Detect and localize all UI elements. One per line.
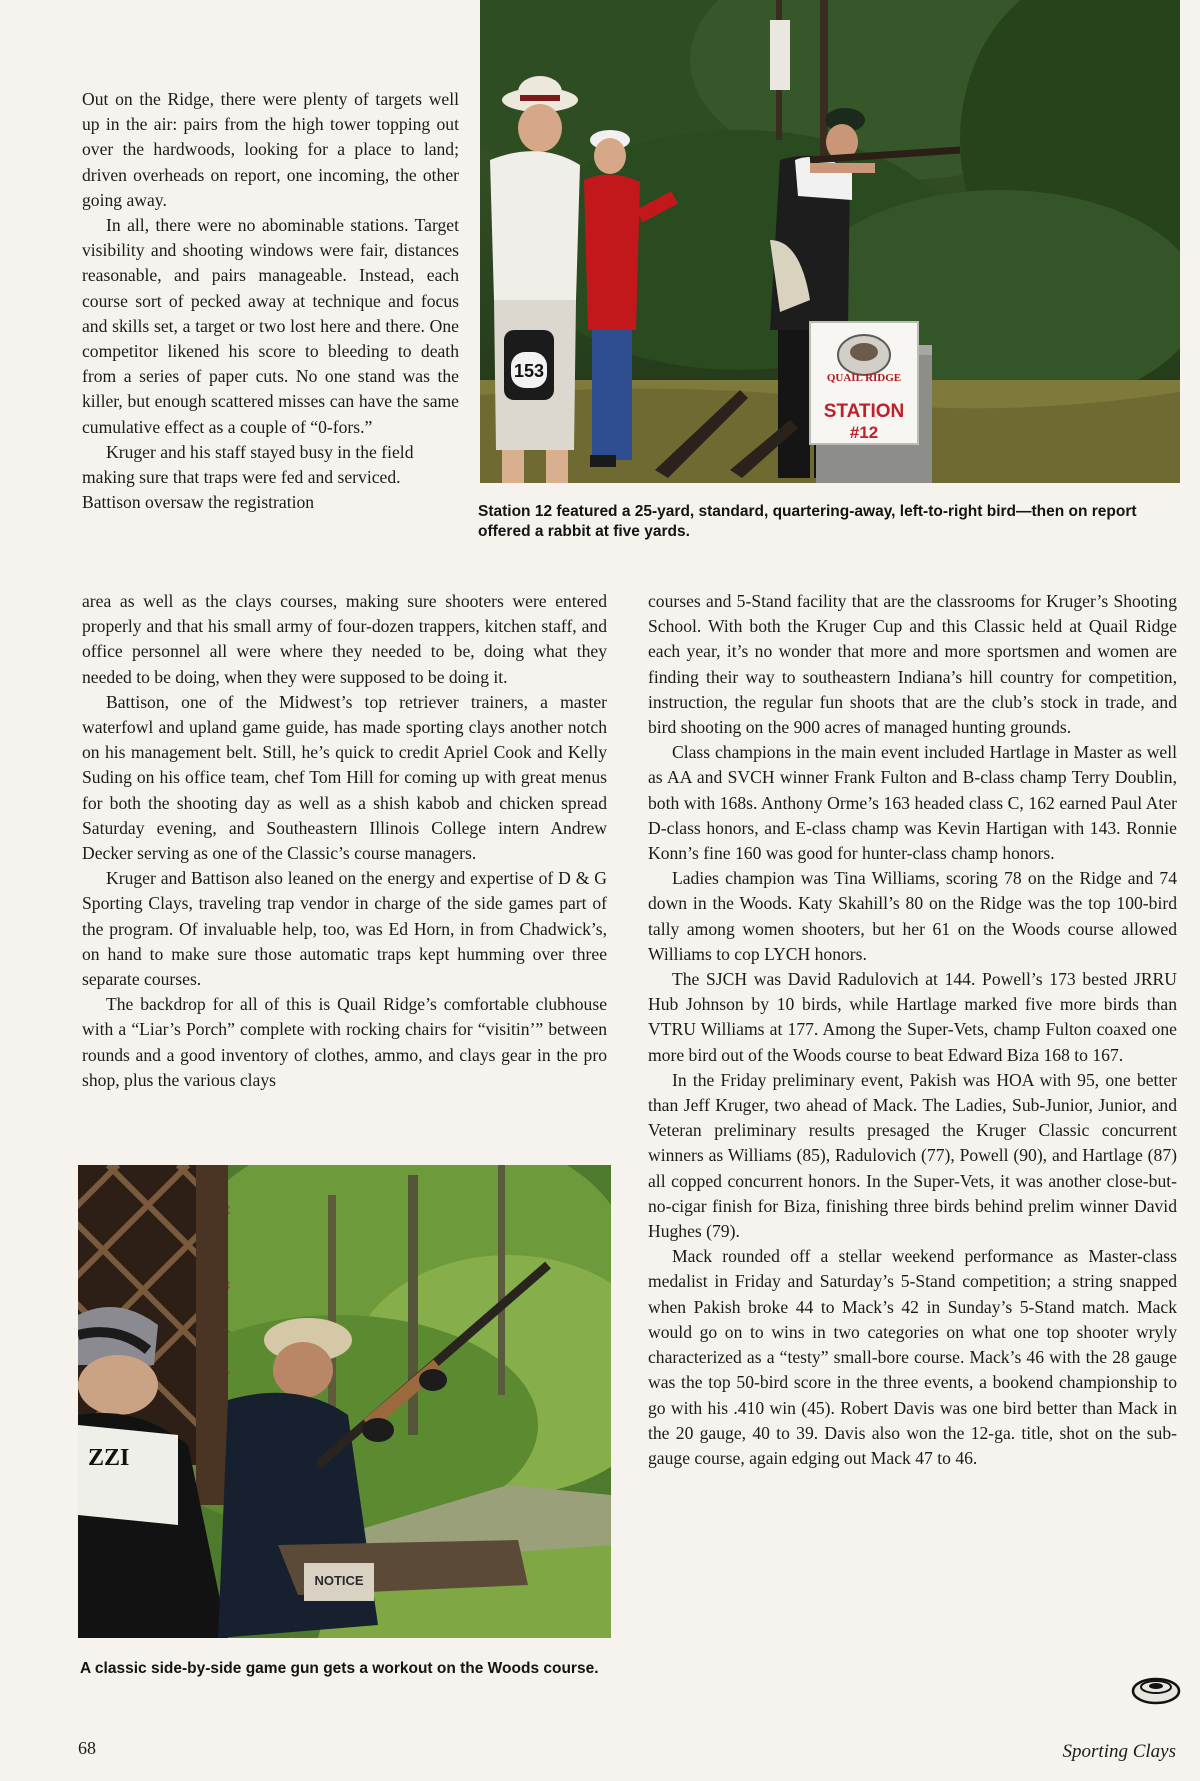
station-12-photo <box>480 0 1180 483</box>
paragraph: The SJCH was David Radulovich at 144. Powell’s 173 bested JRRU Hub Johnson by 10 birds, while Hartlage marked five more birds than VTRU Williams at 177. Among the Super-Vets, champ Fulton coaxed one more bird out of the Woods course to beat Edward Biza 168 to 167. <box>648 969 1177 1065</box>
woods-course-caption: A classic side-by-side game gun gets a workout on the Woods course. <box>80 1660 599 1677</box>
woods-course-photo <box>78 1165 611 1638</box>
magazine-title: Sporting Clays <box>1062 1741 1176 1762</box>
paragraph: Out on the Ridge, there were plenty of targets well up in the air: pairs from the high tower topping out over the hardwoods, looking for a place to land; driven overheads on report, one incoming, the other going away. <box>82 89 459 210</box>
paragraph: In all, there were no abominable stations. Target visibility and shooting windows were fair, distances reasonable, and pairs manageable. Instead, each course sort of pecked away at technique and focus and skills set, a target or two lost here and there. One competitor likened his score to bleeding to death from a series of paper cuts. No one stand was the killer, but enough scattered misses can have the same cumulative effect as a couple of “0-fors.” <box>82 215 459 437</box>
page-number: 68 <box>78 1738 96 1758</box>
station-12-caption: Station 12 featured a 25-yard, standard, quartering-away, left-to-right bird—then on report offered a rabbit at five yards. <box>478 503 1137 540</box>
shirt-lettering: ZZI <box>88 1445 130 1471</box>
sign-club-name: QUAIL RIDGE <box>826 372 902 384</box>
paragraph: courses and 5-Stand facility that are the classrooms for Kruger’s Shooting School. With both the Kruger Cup and this Classic held at Quail Ridge each year, it’s no wonder that more and more sportsmen and women are finding their way to southeastern Indiana’s hill country for competition, instruction, the regular fun shoots that are the club’s stock in trade, and bird shooting on the 900 acres of managed hunting grounds. <box>648 591 1177 738</box>
paragraph: Ladies champion was Tina Williams, scoring 78 on the Ridge and 74 down in the Woods. Katy Skahill’s 80 on the Ridge was the top 100-bird tally among women shooters, but her 61 on the Woods course allowed Williams to cop LYCH honors. <box>648 868 1177 964</box>
paragraph: Kruger and Battison also leaned on the energy and expertise of D & G Sporting Clays, traveling trap vendor in charge of the side games part of the program. Of invaluable help, too, was Ed Horn, in from Chadwick’s, on hand to make sure those automatic traps kept humming over three separate courses. <box>82 868 607 990</box>
paragraph: Mack rounded off a stellar weekend performance as Master-class medalist in Friday and Saturday’s 5-Stand competition; a string snapped when Pakish broke 44 to Mack’s 42 in Sunday’s 5-Stand match. Mack would go on to wins in two categories on what one top shooter wryly characterized as a “testy” small-bore course. Mack’s 46 with the 28 gauge was the top 50-bird score in the three events, a bookend championship to go with his .410 win (45). Robert Davis was one bird better than Mack in the 20 gauge, 40 to 39. Davis also won the 12-ga. title, shot on the sub-gauge course, again edging out Mack 47 to 46. <box>648 1246 1177 1468</box>
paragraph: Class champions in the main event included Hartlage in Master as well as AA and SVCH winner Frank Fulton and B-class champ Terry Doublin, both with 168s. Anthony Orme’s 163 headed class C, 162 earned Paul Ater D-class honors, and E-class champ was Kevin Hartigan with 143. Ronnie Konn’s fine 160 was good for hunter-class champ honors. <box>648 742 1177 864</box>
article-column-2 <box>648 589 1177 1471</box>
paragraph: In the Friday preliminary event, Pakish was HOA with 95, one better than Jeff Kruger, two ahead of Mack. The Ladies, Sub-Junior, Junior, and Veteran preliminary results presaged the Kruger Classic concurrent winners as Williams (85), Radulovich (77), Powell (90), and Hartlage (87) all copped concurrent honors. In the Super-Vets, it was another close-but-no-cigar finish for Biza, finishing three birds behind prelim winner David Hughes (79). <box>648 1069 1177 1242</box>
paragraph: The backdrop for all of this is Quail Ridge’s comfortable clubhouse with a “Liar’s Porch” complete with rocking chairs for “visitin’” between rounds and a good inventory of clothes, ammo, and clays gear in the pro shop, plus the various clays <box>82 994 607 1090</box>
sign-station-label: STATION <box>823 401 905 422</box>
bib-number: 153 <box>513 361 545 381</box>
clay-target-icon <box>1130 1673 1182 1712</box>
article-column-1-top <box>82 87 459 515</box>
sign-station-number: #12 <box>849 423 879 442</box>
article-column-1 <box>82 589 607 1093</box>
paragraph: Battison, one of the Midwest’s top retriever trainers, a master waterfowl and upland game guide, has made sporting clays another notch on his management belt. Still, he’s quick to credit Apriel Cook and Kelly Suding on his office team, chef Tom Hill for coming up with great menus for both the shooting day as well as a shish kabob and chicken spread Saturday evening, and Southeastern Illinois College intern Andrew Decker serving as one of the Classic’s course managers. <box>82 691 607 864</box>
paragraph: Kruger and his staff stayed busy in the field making sure that traps were fed and serviced. Battison oversaw the registration <box>82 441 414 513</box>
notice-sign-text: NOTICE <box>314 1573 364 1588</box>
paragraph: area as well as the clays courses, making sure shooters were entered properly and that his small army of four-dozen trappers, kitchen staff, and office personnel all were where they needed to be, doing what they needed to be doing, when they were supposed to be doing it. <box>82 591 607 687</box>
